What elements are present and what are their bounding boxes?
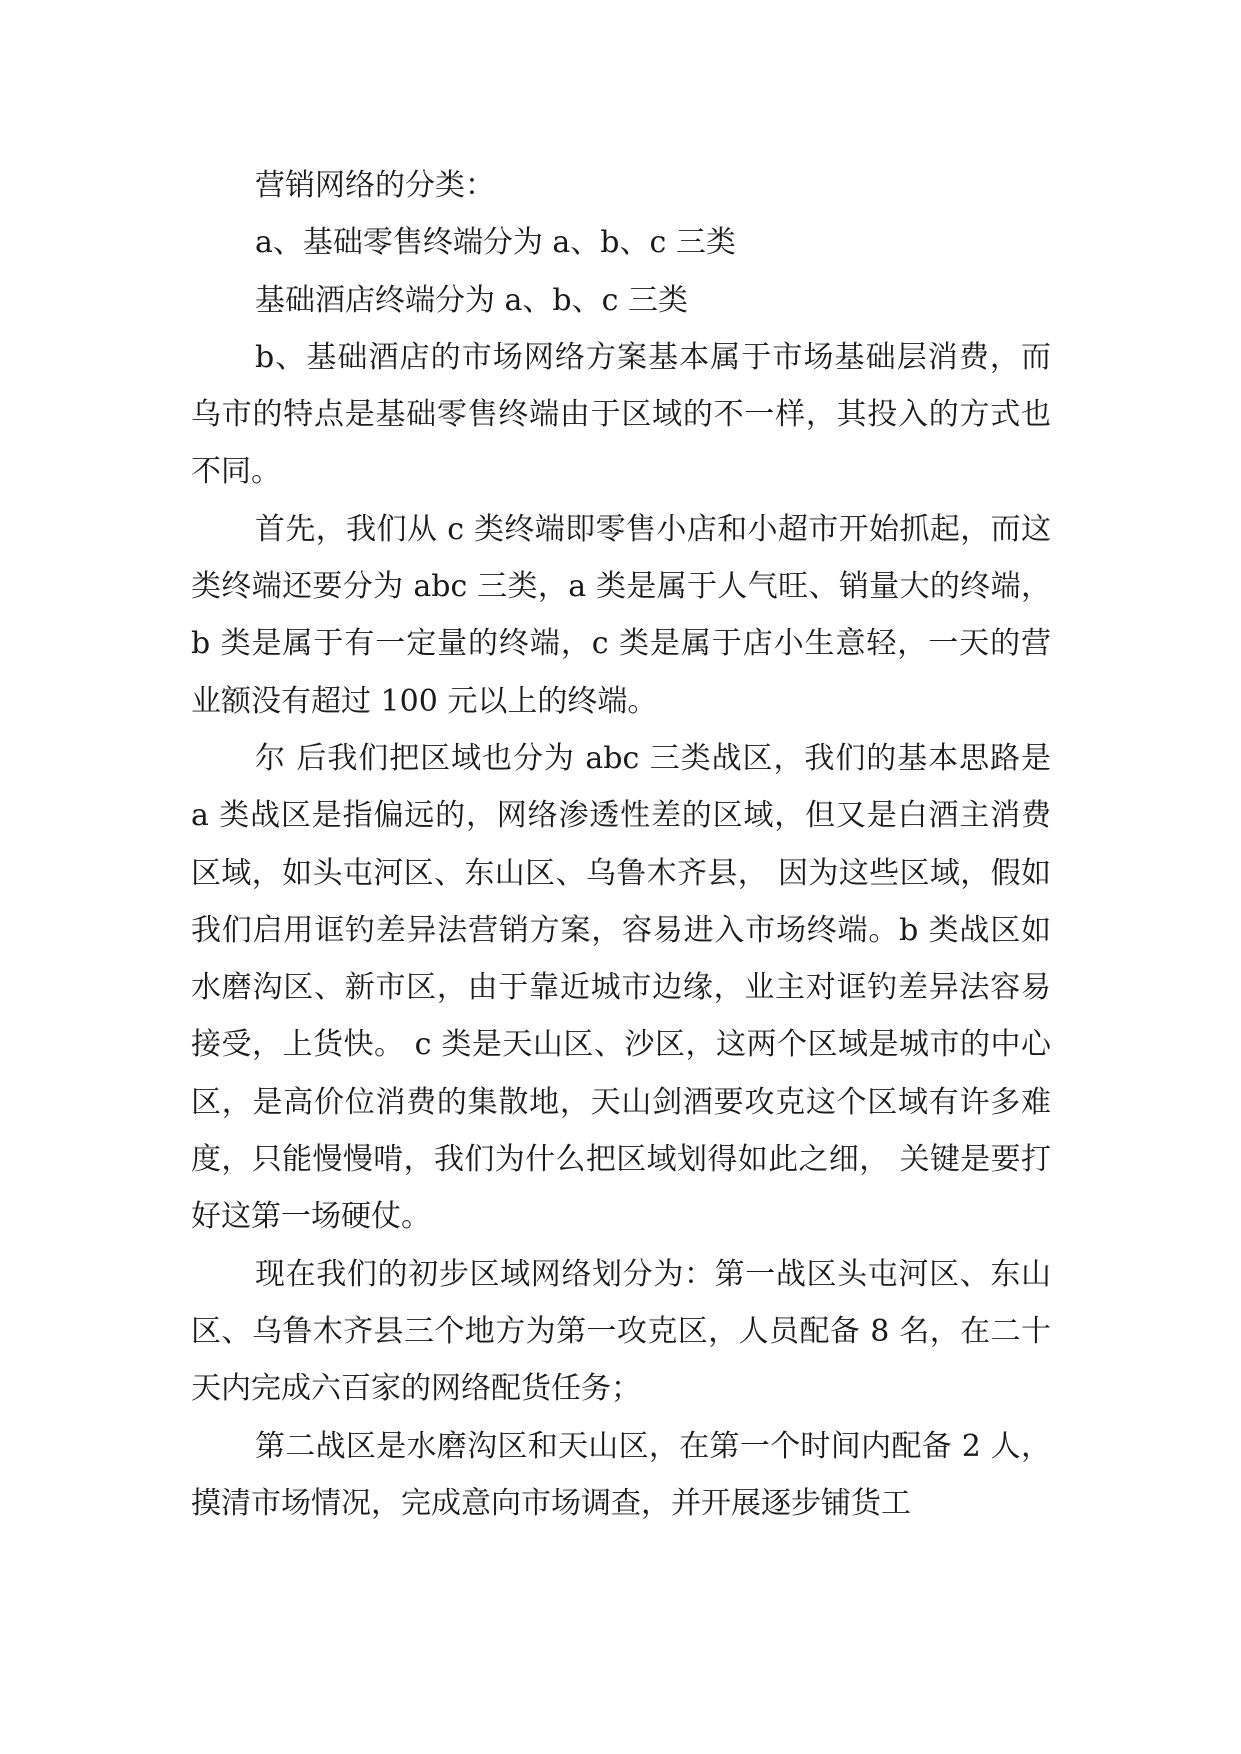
document-body <box>191 157 1051 1532</box>
paragraph-second-battle-zone: 第二战区是水磨沟区和天山区，在第一个时间内配备 2 人，摸清市场情况，完成意向市场调查，并开展逐步铺货工 <box>191 1428 1051 1521</box>
paragraph-hotel-network-plan: b、基础酒店的市场网络方案基本属于市场基础层消费，而乌市的特点是基础零售终端由于区域的不一样，其投入的方式也不同。 <box>191 339 1051 490</box>
paragraph-battle-zones: 尔 后我们把区域也分为 abc 三类战区，我们的基本思路是 a 类战区是指偏远的，网络渗透性差的区域，但又是白酒主消费区域，如头屯河区、东山区、乌鲁木齐县， 因为这些区域，假如我们启用诓钓差异法营销方案，容易进入市场终端。b 类战区如水磨沟区、新市区，由于靠近城市边缘，业主对诓钓差异法容易接受，上货快。 c 类是天山区、沙区，这两个区域是城市的中心区，是高价位消费的集散地，天山剑酒要攻克这个区域有许多难度，只能慢慢啃，我们为什么把区域划得如此之细， 关键是要打好这第一场硬仗。 <box>191 740 1051 1235</box>
paragraph-heading-network-classification: 营销网络的分类： <box>255 168 495 203</box>
paragraph-first-battle-zone: 现在我们的初步区域网络划分为：第一战区头屯河区、东山区、乌鲁木齐县三个地方为第一攻克区，人员配备 8 名，在二十天内完成六百家的网络配货任务； <box>191 1256 1051 1407</box>
paragraph-c-class-terminals: 首先，我们从 c 类终端即零售小店和小超市开始抓起，而这类终端还要分为 abc 三类，a 类是属于人气旺、销量大的终端，b 类是属于有一定量的终端，c 类是属于店小生意轻，一天的营业额没有超过 100 元以上的终端。 <box>191 511 1051 719</box>
paragraph-retail-terminal-classes: a、基础零售终端分为 a、b、c 三类 <box>255 225 736 261</box>
paragraph-hotel-terminal-classes: 基础酒店终端分为 a、b、c 三类 <box>255 282 688 318</box>
